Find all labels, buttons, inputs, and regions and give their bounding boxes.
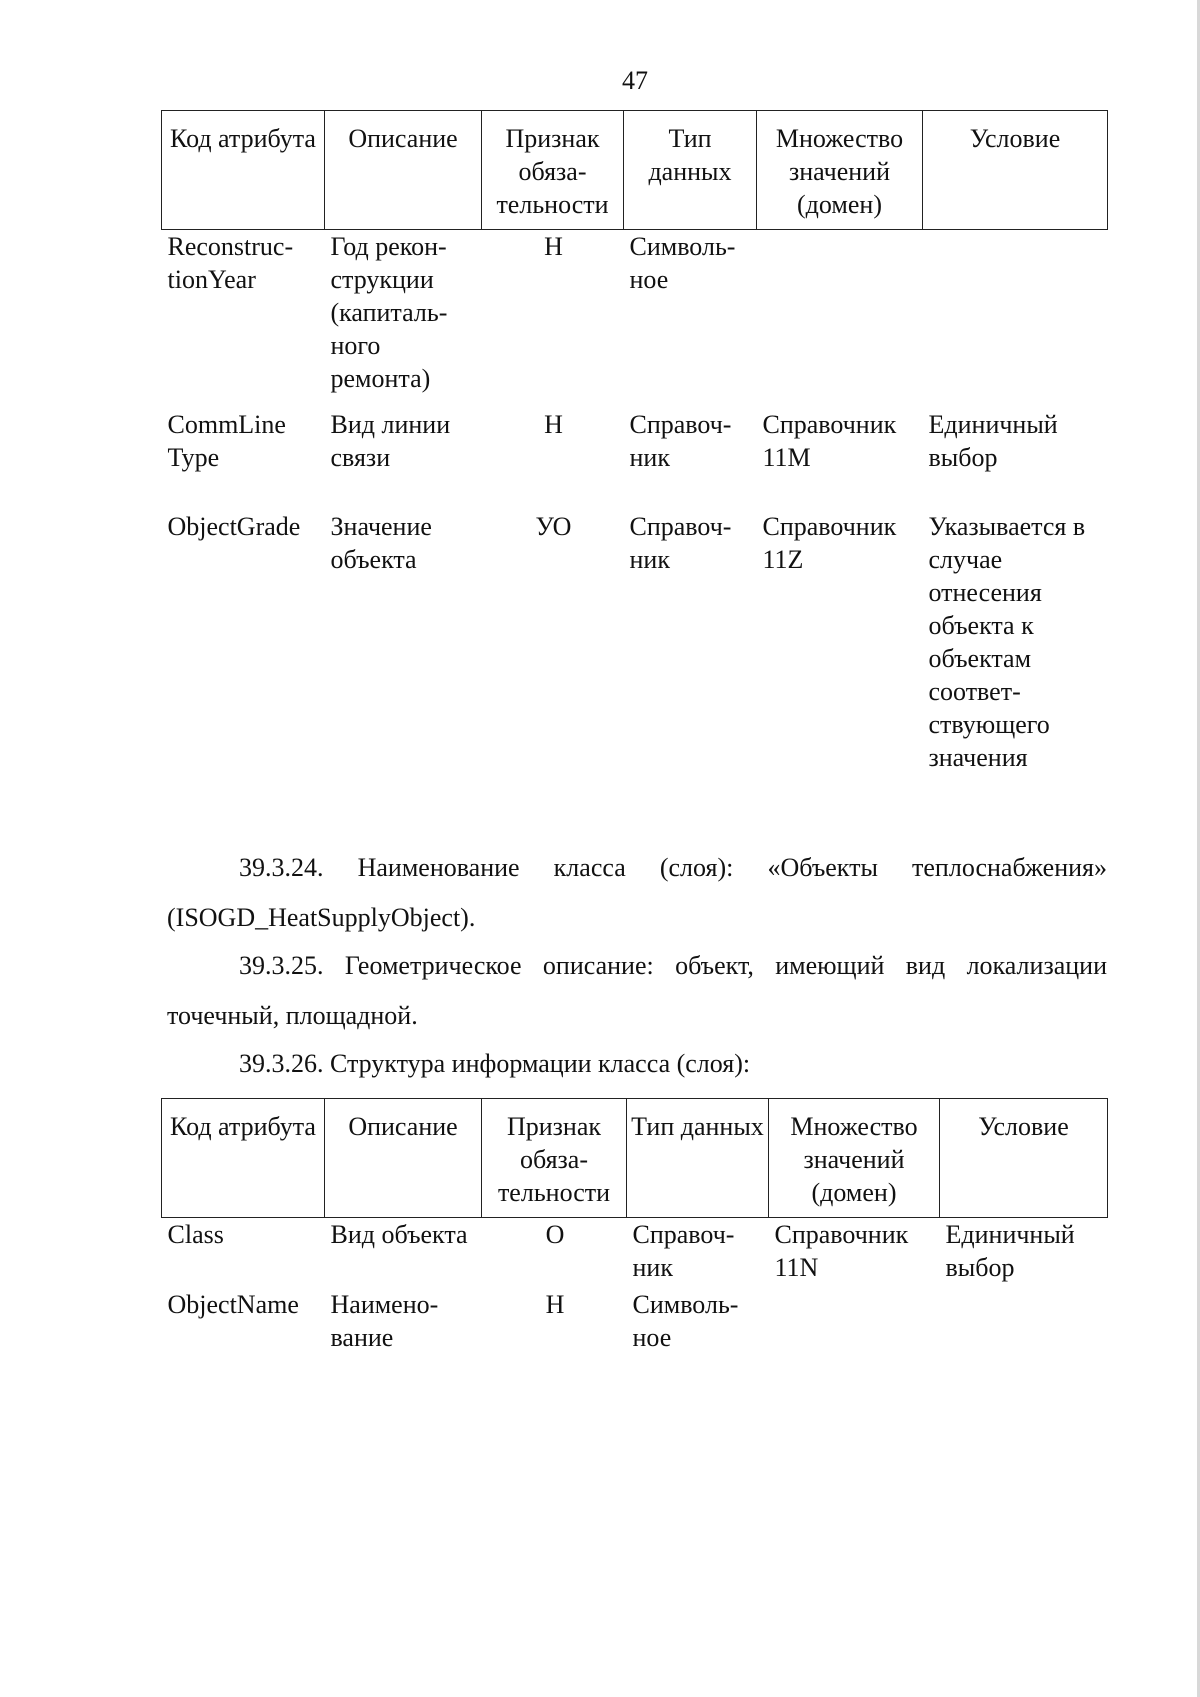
paragraph-geometry: 39.3.25. Геометрическое описание: объект, имеющий вид локализации точечный, площадной. [167, 951, 1107, 1030]
cell-condition [923, 230, 1108, 409]
table-row [162, 1218, 1108, 1289]
header-code-text: Код атрибута [170, 124, 316, 153]
header-description: Описание [325, 1099, 482, 1218]
cell-condition [940, 1288, 1108, 1358]
table-row [162, 1288, 1108, 1358]
cell-data-type: Символь-ное [632, 1290, 739, 1352]
cell-required: УО [535, 512, 572, 541]
cell-condition: Единичный выбор [945, 1220, 1075, 1282]
header-condition: Условие [940, 1099, 1108, 1218]
cell-condition: Указывается в случае отнесения объекта к объектам соответ-ствующего значения [928, 512, 1086, 772]
cell-data-type: Символь-ное [629, 232, 736, 294]
cell-domain: Справочник 11М [762, 410, 897, 472]
table-header-row [162, 111, 1108, 230]
table-row [162, 408, 1108, 510]
cell-description: Вид объекта [330, 1220, 468, 1249]
cell-description: Год рекон-струкции (капиталь-ного ремонта) [330, 232, 448, 393]
cell-description: Наимено-вание [330, 1290, 439, 1352]
cell-domain [757, 230, 923, 409]
header-description: Описание [325, 111, 482, 230]
cell-domain: Справочник 11Z [762, 512, 897, 574]
cell-domain: Справочник 11N [774, 1220, 909, 1282]
cell-code: ObjectName [167, 1290, 299, 1319]
cell-code: CommLine Type [167, 410, 286, 472]
cell-code: Class [167, 1220, 224, 1249]
header-code [162, 111, 325, 230]
table-row [162, 230, 1108, 409]
attributes-table-1 [161, 110, 1108, 774]
attributes-table-2 [161, 1098, 1108, 1358]
cell-description: Значение объекта [330, 512, 432, 574]
header-required: Признак обяза-тельности [482, 1099, 627, 1218]
paragraph-class-name: 39.3.24. Наименование класса (слоя): «Объекты теплоснабжения» (ISOGD_HeatSupplyObject). [167, 853, 1107, 932]
cell-data-type: Справоч-ник [629, 410, 732, 472]
page-number: 47 [622, 66, 648, 95]
table-header-row [162, 1099, 1108, 1218]
cell-domain [769, 1288, 940, 1358]
cell-description: Вид линии связи [330, 410, 451, 472]
header-data-type: Тип данных [627, 1099, 769, 1218]
paragraph-structure: 39.3.26. Структура информации класса (слоя): [239, 1049, 751, 1078]
table-row [162, 510, 1108, 774]
cell-required: О [545, 1220, 565, 1249]
header-domain: Множество значений (домен) [769, 1099, 940, 1218]
cell-data-type: Справоч-ник [632, 1220, 735, 1282]
cell-required: Н [544, 232, 563, 261]
cell-condition: Единичный выбор [928, 410, 1058, 472]
header-domain: Множество значений (домен) [757, 111, 923, 230]
header-data-type: Тип данных [624, 111, 757, 230]
header-code: Код атрибута [162, 1099, 325, 1218]
header-condition: Условие [923, 111, 1108, 230]
header-required: Признак обяза-тельности [482, 111, 624, 230]
cell-data-type: Справоч-ник [629, 512, 732, 574]
cell-required: Н [544, 410, 563, 439]
cell-code: Reconstruc-tionYear [167, 232, 294, 294]
cell-required: Н [545, 1290, 565, 1319]
cell-code: ObjectGrade [167, 512, 301, 541]
